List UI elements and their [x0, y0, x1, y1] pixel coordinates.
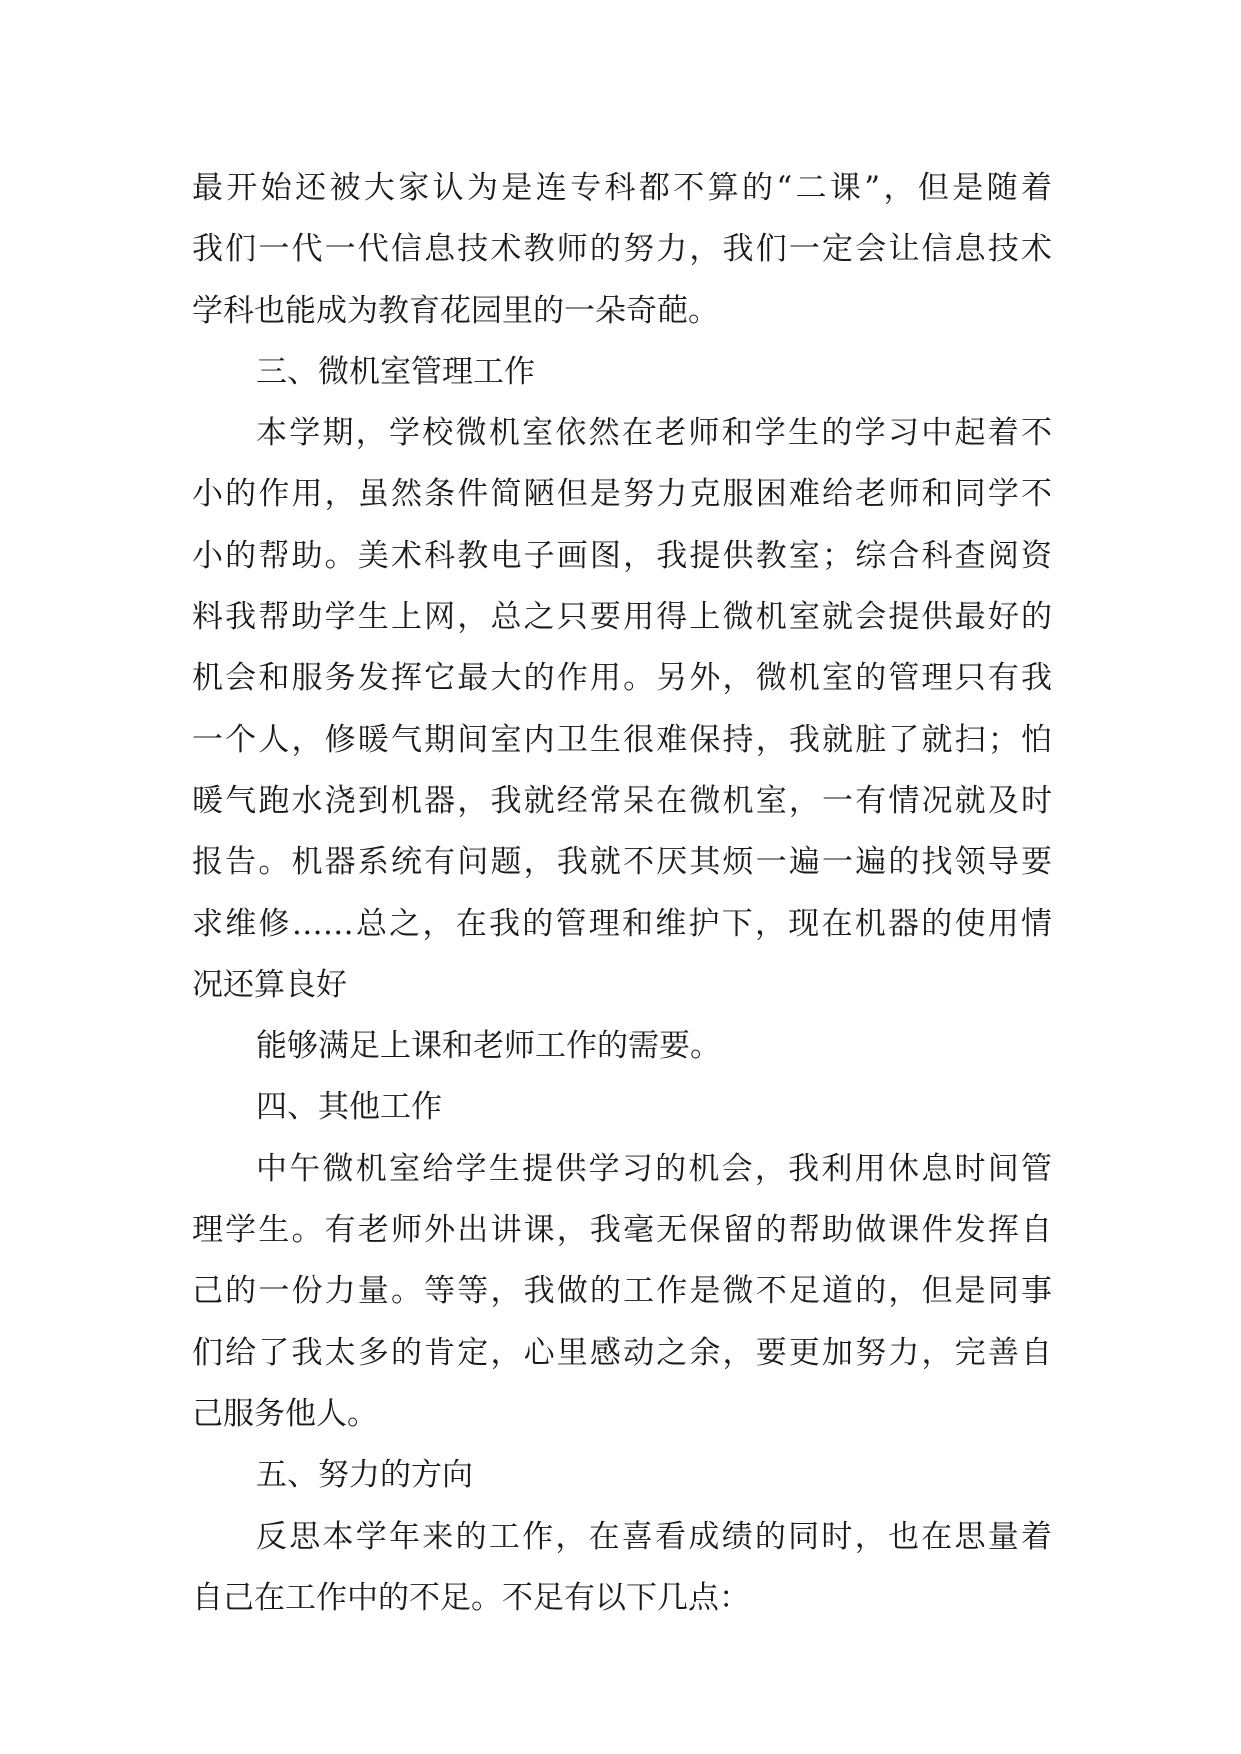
text-line: 暖气跑水浇到机器，我就经常呆在微机室，一有情况就及时 — [192, 782, 1052, 819]
text-line: 能够满足上课和老师工作的需要。 — [256, 1028, 721, 1065]
text-line: 三、微机室管理工作 — [256, 353, 535, 390]
text-line: 四、其他工作 — [256, 1089, 442, 1126]
text-line: 理学生。有老师外出讲课，我毫无保留的帮助做课件发挥自 — [192, 1212, 1052, 1249]
text-line: 最开始还被大家认为是连专科都不算的“二课”，但是随着 — [192, 170, 1052, 206]
text-line: 小的作用，虽然条件简陋但是努力克服困难给老师和同学不 — [192, 476, 1052, 513]
text-line: 己服务他人。 — [192, 1395, 378, 1432]
text-line: 本学期，学校微机室依然在老师和学生的学习中起着不 — [256, 415, 1052, 452]
text-line: 己的一份力量。等等，我做的工作是微不足道的，但是同事 — [192, 1273, 1052, 1310]
text-line: 学科也能成为教育花园里的一朵奇葩。 — [192, 292, 719, 329]
text-line: 机会和服务发挥它最大的作用。另外，微机室的管理只有我 — [192, 660, 1052, 697]
text-line: 自己在工作中的不足。不足有以下几点： — [192, 1579, 750, 1616]
text-line: 况还算良好 — [192, 966, 347, 1003]
text-line: 料我帮助学生上网，总之只要用得上微机室就会提供最好的 — [192, 599, 1052, 636]
text-line: 反思本学年来的工作，在喜看成绩的同时，也在思量着 — [256, 1518, 1052, 1555]
text-line: 我们一代一代信息技术教师的努力，我们一定会让信息技术 — [192, 231, 1052, 268]
text-line: 小的帮助。美术科教电子画图，我提供教室；综合科查阅资 — [192, 537, 1052, 574]
text-line: 一个人，修暖气期间室内卫生很难保持，我就脏了就扫；怕 — [192, 721, 1052, 758]
text-line: 报告。机器系统有问题，我就不厌其烦一遍一遍的找领导要 — [192, 844, 1052, 881]
text-line: 五、努力的方向 — [256, 1457, 473, 1494]
text-line: 们给了我太多的肯定，心里感动之余，要更加努力，完善自 — [192, 1334, 1052, 1371]
text-line: 中午微机室给学生提供学习的机会，我利用休息时间管 — [256, 1150, 1052, 1187]
text-line: 求维修……总之，在我的管理和维护下，现在机器的使用情 — [192, 905, 1052, 942]
document-body — [192, 158, 1052, 1629]
